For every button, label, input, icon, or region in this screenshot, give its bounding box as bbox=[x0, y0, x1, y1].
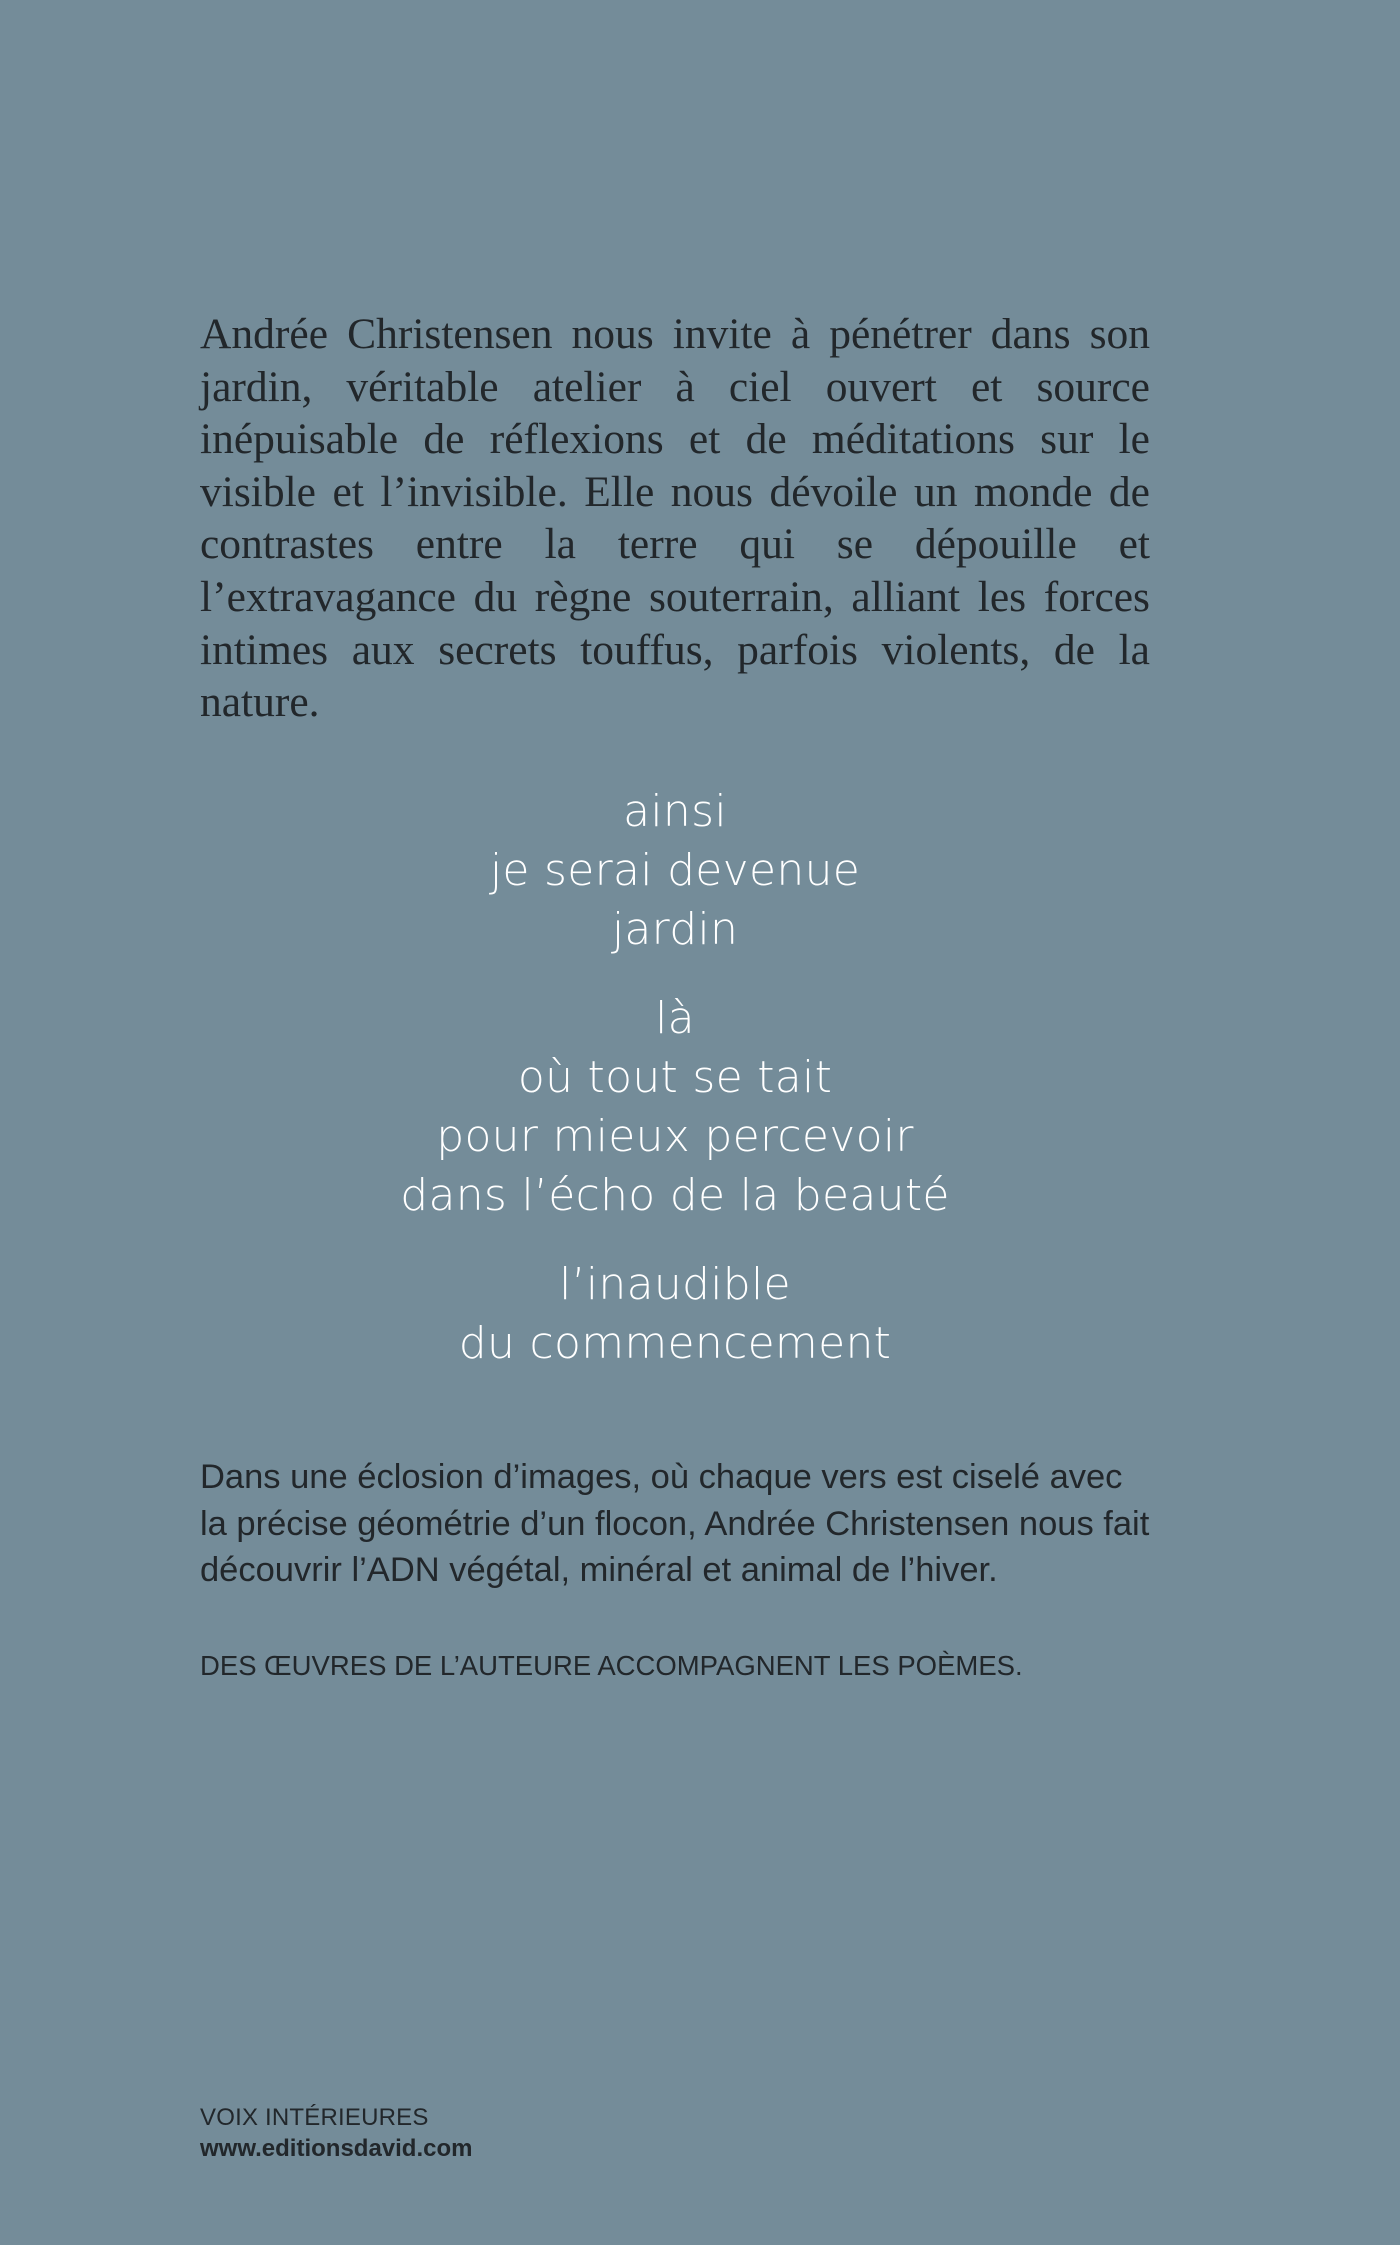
poem-line: je serai devenue bbox=[489, 845, 861, 896]
poem-line: l’inaudible bbox=[559, 1259, 791, 1310]
poem-stanza-1 bbox=[200, 782, 1150, 959]
poem-line: pour mieux percevoir bbox=[436, 1111, 914, 1162]
poem-line: du commencement bbox=[458, 1318, 892, 1369]
poem-line: dans l’écho de la beauté bbox=[400, 1170, 950, 1221]
poem-stanza-2 bbox=[200, 989, 1150, 1225]
outro-paragraph: Dans une éclosion d’images, où chaque vers est ciselé avec la précise géométrie d’un flocon, Andrée Christensen nous fait découvrir l’ADN végétal, minéral et animal de l’hiver. bbox=[200, 1458, 1150, 1589]
intro-paragraph: Andrée Christensen nous invite à pénétrer dans son jardin, véritable atelier à ciel ouvert et source inépuisable de réflexions et de méditations sur le visible et l’invisible. Elle nous dévoile un monde de contrastes entre la terre qui se dépouille et l’extravagance du règne souterrain, alliant les forces intimes aux secrets touffus, parfois violents, de la nature. bbox=[200, 310, 1150, 727]
poem-stanza-3 bbox=[200, 1255, 1150, 1373]
poem-line: où tout se tait bbox=[517, 1052, 833, 1103]
poem-line: ainsi bbox=[623, 786, 727, 837]
publisher-website: www.editionsdavid.com bbox=[200, 2135, 473, 2162]
artwork-note: DES ŒUVRES DE L’AUTEURE ACCOMPAGNENT LES POÈMES. bbox=[200, 1650, 1023, 1681]
poem-excerpt bbox=[200, 782, 1150, 1403]
collection-name: VOIX INTÉRIEURES bbox=[200, 2104, 429, 2131]
poem-line: là bbox=[655, 993, 695, 1044]
publisher-footer bbox=[200, 2102, 800, 2164]
poem-line: jardin bbox=[611, 904, 739, 955]
